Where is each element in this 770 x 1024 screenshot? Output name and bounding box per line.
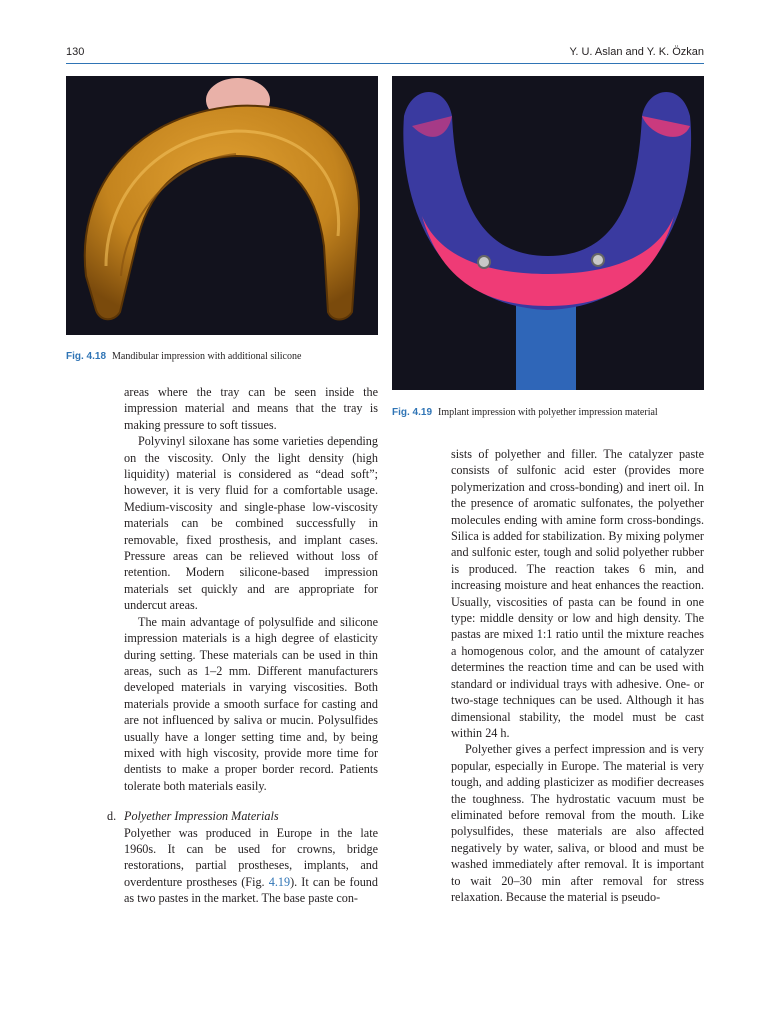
figure-4-18-photo (66, 76, 378, 335)
paragraph: Polyvinyl siloxane has some varieties depending on the viscosity. Only the light density (high liquidity) material is considered as “dead soft”; however, it is very fluid for a comfortable usage. Medium-viscosity and single-phase low-viscosity materials can be combined successfully in removable, fixed prosthesis, and implant cases. Pressure areas can be relieved without loss of retention. Modern silicone-based impression materials set quickly and are appropriate for undercut areas. (124, 434, 378, 613)
figure-4-19-caption (392, 406, 712, 419)
figure-label: Fig. 4.19 (392, 407, 433, 418)
paragraph (124, 825, 378, 907)
paragraph-text: ). It can be found as two pastes in the market. The base paste con- (124, 874, 378, 906)
figure-caption-text: Mandibular impression with additional silicone (112, 351, 302, 362)
figure-4-18-caption (66, 350, 386, 363)
section-heading (107, 808, 378, 824)
header-rule (66, 63, 704, 64)
page-number: 130 (66, 46, 85, 58)
paragraph: Polyether gives a perfect impression and is very popular, especially in Europe. The material is very tough, and adding plasticizer as modifier decreases the toughness. The hydrostatic vacuum must be eliminated before removal from the mouth. Like polysulfides, these materials are also affected negatively by water, saliva, or blood and must be washed immediately after removal. It is important to wait 20–30 min after removal for stress relaxation. Because the material is pseudo- (451, 742, 704, 904)
running-header (66, 44, 704, 62)
running-header-authors: Y. U. Aslan and Y. K. Özkan (569, 46, 704, 58)
left-text-column (107, 384, 378, 907)
mandibular-impression-image (66, 76, 378, 335)
section-title: Polyether Impression Materials (124, 809, 279, 824)
figure-reference-link[interactable]: 4.19 (268, 874, 291, 889)
section-letter: d. (107, 809, 117, 824)
implant-impression-image (392, 76, 704, 390)
paragraph: sists of polyether and filler. The catalyzer paste consists of sulfonic acid ester (provides more polymerization and cross-bonding) and inert oil. In the presence of aromatic sulfonates, the polyether molecules ending with amine form cross-bondings. Silica is added for stabilization. By mixing polymer and sulfonic ester, tough and solid polyether rubber is produced. The reaction takes 6 min, and increasing moisture and heat enhances the reaction. Usually, viscosities of pasta can be found in one type: middle density or low and high density. The pastas are mixed 1:1 ratio until the mixture reaches a homogenous color, and the amount of catalyzer determines the reaction time and can be used with standard or individual trays with adhesive. One- or two-stage techniques can be used. Although it has dimensional stability, the model must be cast within 24 h. (451, 447, 704, 740)
right-text-column (451, 446, 704, 905)
paragraph-text: Polyether was produced in Europe in the late 1960s. It can be used for crowns, bridge restorations, partial prostheses, implants, and overdenture prostheses (Fig. (124, 825, 378, 889)
figure-caption-text: Implant impression with polyether impression material (438, 407, 658, 418)
figure-label: Fig. 4.18 (66, 351, 107, 362)
figure-4-19-photo (392, 76, 704, 390)
paragraph: areas where the tray can be seen inside the impression material and means that the tray is making pressure to soft tissues. (124, 385, 378, 432)
paragraph: The main advantage of polysulfide and silicone impression materials is a high degree of elasticity during setting. These materials can be used in thin areas, such as 1–2 mm. Different manufacturers developed materials in varying viscosities. Both materials provide a smooth surface for casting and are not influenced by saliva or mucin. Polysulfides usually have a longer setting time and, by being mixed with high viscosity, provide more time for dentists to make a proper border record. Patients tolerate both materials easily. (124, 614, 378, 793)
